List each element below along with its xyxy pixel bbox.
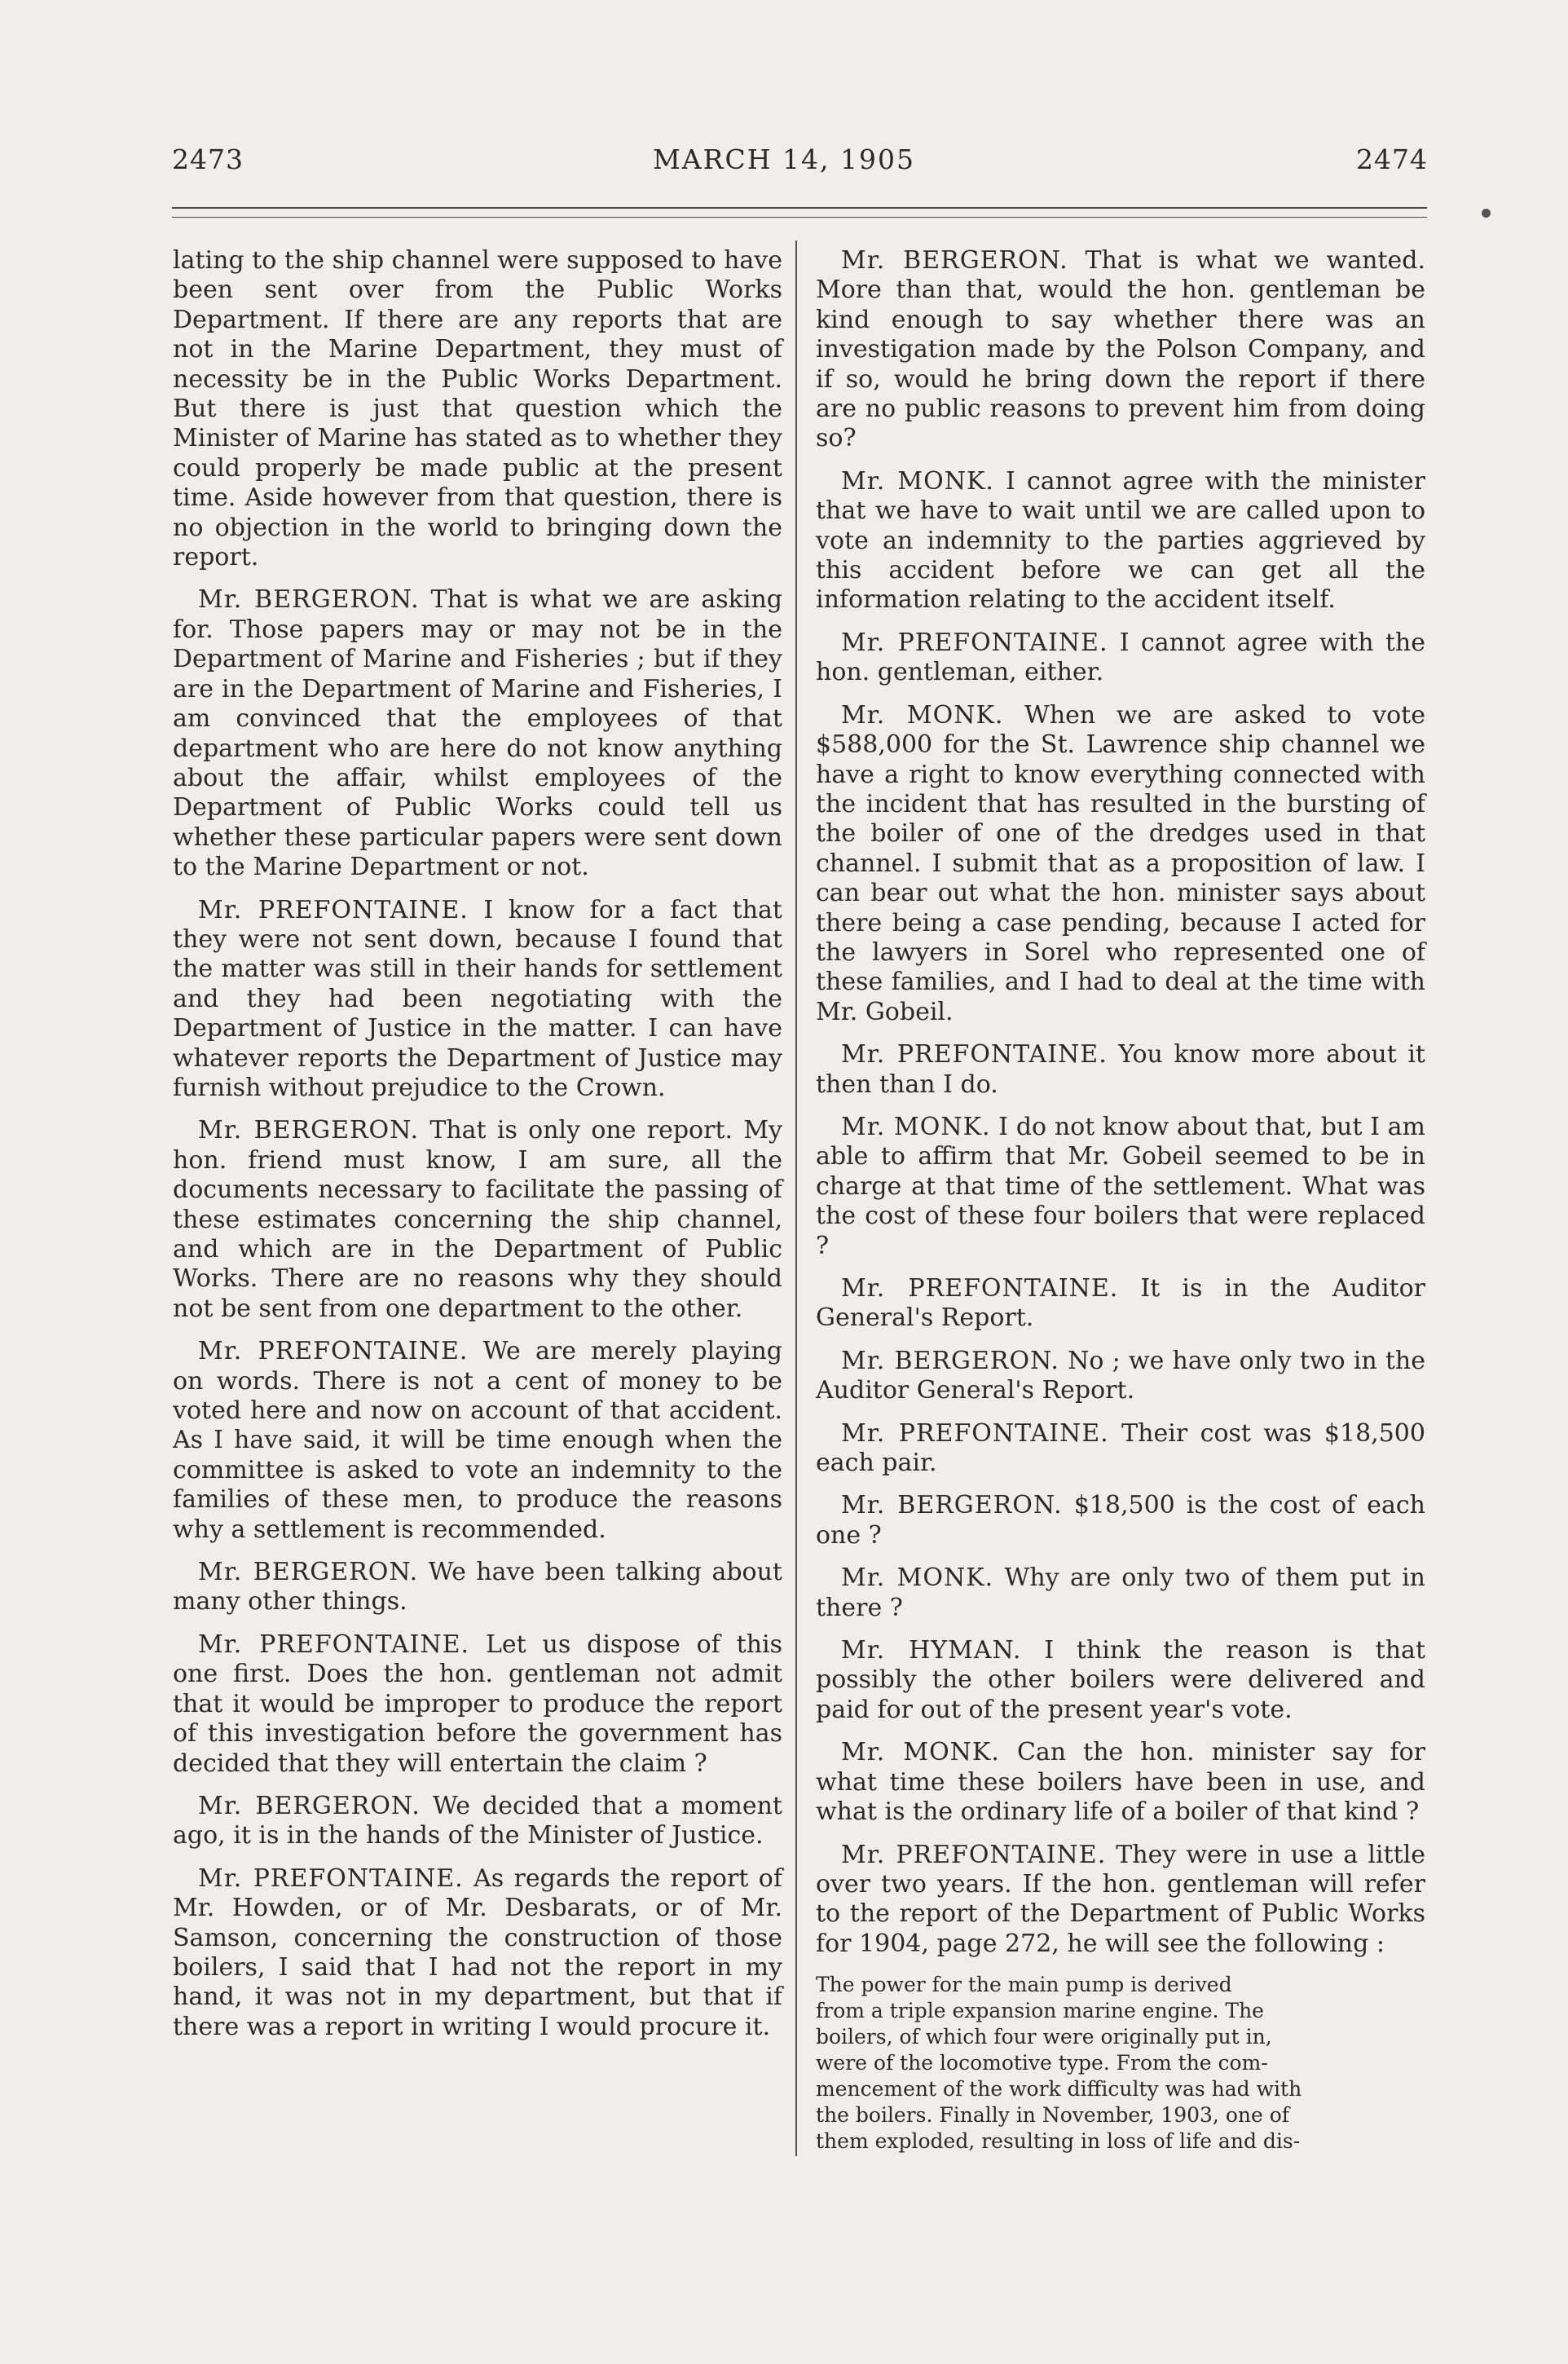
column-divider	[795, 240, 797, 2156]
speech	[816, 467, 1425, 615]
speech-text: That is what we wanted. More than that, would the hon. gentleman be kind enough to say whether there was an investigation made by the Polson Company, and if so, would he bring down the report if there are no public reasons to prevent him from doing so?	[816, 246, 1425, 453]
speaker-name: Mr. PREFONTAINE.	[198, 1863, 464, 1893]
speech-text: $18,500 is the cost of each one ?	[816, 1491, 1425, 1550]
speech-text: I think the reason is that possibly the other boilers were delivered and paid for out of the present year's vote.	[816, 1636, 1425, 1724]
speech	[173, 1864, 782, 2042]
speech	[173, 896, 782, 1104]
speech-text: They were in use a little over two years. If the hon. gentleman will refer to the report of the Department of Public Works for 1904, page 272, he will see the following :	[816, 1840, 1425, 1958]
speech	[816, 1491, 1425, 1550]
speaker-name: Mr. PREFONTAINE.	[198, 895, 469, 924]
paragraph-text: lating to the ship channel were supposed to have been sent over from the Public Works Department. If there are any reports that are not in the Marine Department, they must of necessity be in the Public Works Department. But there is just that question which the Minister of Marine has stated as to whether they could properly be made public at the present time. Aside however from that question, there is no objection in the world to bringing down the report.	[173, 246, 782, 572]
speech-text: You know more about it then than I do.	[816, 1040, 1425, 1099]
quote-line: from a triple expansion marine engine. The	[816, 1999, 1264, 2023]
speech	[173, 1630, 782, 1779]
speech	[816, 1564, 1425, 1623]
speaker-name: Mr. BERGERON.	[198, 1791, 421, 1820]
speech	[816, 246, 1425, 454]
quote-line: were of the locomotive type. From the com-	[816, 2051, 1268, 2075]
speech-text: When we are asked to vote $588,000 for the St. Lawrence ship channel we have a right to know everything connected with the incident that has resulted in the bursting of the boiler of one of the dredges used in that channel. I submit that as a proposition of law. I can bear out what the hon. minister says about there being a case pending, because I acted for the lawyers in Sorel who represented one of these families, and I had to deal at the time with Mr. Gobeil.	[816, 700, 1425, 1026]
speaker-name: Mr. PREFONTAINE.	[841, 1040, 1108, 1070]
speech-text: That is what we are asking for. Those papers may or may not be in the Department of Marine and Fisheries ; but if they are in the Department of Marine and Fisheries, I am convinced that the employees of that department who are here do not know anything about the affair, whilst employees of the Department of Public Works could tell us whether these particular papers were sent down to the Marine Department or not.	[173, 585, 782, 882]
quote-line: The power for the main pump is derived	[816, 1973, 1232, 1997]
quote-line: boilers, of which four were originally put in,	[816, 2025, 1272, 2049]
right-column	[816, 246, 1425, 2168]
ink-dot	[1482, 209, 1491, 218]
speech	[816, 1274, 1425, 1334]
speaker-name: Mr. MONK.	[841, 700, 1004, 730]
speech-text: We are merely playing on words. There is not a cent of money to be voted here and now on account of that accident. As I have said, it will be time enough when the committee is asked to vote an indemnity to the families of these men, to produce the reasons why a settlement is recommended.	[173, 1337, 782, 1544]
speaker-name: Mr. BERGERON.	[841, 1491, 1063, 1520]
speaker-name: Mr. BERGERON.	[841, 1346, 1059, 1375]
speech-text: Let us dispose of this one first. Does the hon. gentleman not admit that it would be improper to produce the report of this investigation before the government has decided that they will entertain the claim ?	[173, 1630, 782, 1778]
speech-text: As regards the report of Mr. Howden, or of Mr. Desbarats, or of Mr. Samson, concerning the construction of those boilers, I said that I had not the report in my hand, it was not in my department, but that if there was a report in writing I would procure it.	[173, 1863, 782, 2041]
speaker-name: Mr. MONK.	[841, 1112, 991, 1141]
speaker-name: Mr. PREFONTAINE.	[841, 1840, 1107, 1869]
speech	[816, 1040, 1425, 1100]
speaker-name: Mr. PREFONTAINE.	[198, 1630, 470, 1659]
speech-text: We have been talking about many other things.	[173, 1558, 782, 1616]
speech	[816, 1738, 1425, 1827]
speech	[816, 701, 1425, 1027]
speech-text: Their cost was $18,500 each pair.	[816, 1418, 1425, 1478]
speaker-name: Mr. MONK.	[841, 1564, 994, 1593]
speech	[173, 1337, 782, 1545]
speech-text: No ; we have only two in the Auditor General's Report.	[816, 1346, 1425, 1405]
speech	[173, 1792, 782, 1851]
speech	[816, 1419, 1425, 1479]
quoted-report	[816, 1972, 1425, 2155]
speech-text: That is only one report. My hon. friend must know, I am sure, all the documents necessary to facilitate the passing of these estimates concerning the ship channel, and which are in the Department of Public Works. There are no reasons why they should not be sent from one department to the other.	[173, 1116, 782, 1323]
speech-text: We decided that a moment ago, it is in the hands of the Minister of Justice.	[173, 1791, 782, 1850]
page-number-left: 2473	[172, 143, 244, 175]
speaker-name: Mr. MONK.	[841, 1738, 1000, 1767]
speaker-name: Mr. PREFONTAINE.	[841, 628, 1108, 657]
speech	[816, 1636, 1425, 1725]
speech	[816, 1347, 1425, 1406]
speech-text: It is in the Auditor General's Report.	[816, 1274, 1425, 1333]
page-date: MARCH 14, 1905	[653, 143, 915, 175]
speaker-name: Mr. BERGERON.	[198, 1558, 419, 1587]
left-column	[173, 246, 782, 2055]
paragraph	[173, 246, 782, 572]
speech-text: I cannot agree with the hon. gentleman, either.	[816, 628, 1425, 687]
speaker-name: Mr. HYMAN.	[841, 1636, 1022, 1665]
quote-line: the boilers. Finally in November, 1903, one of	[816, 2103, 1290, 2128]
header-rule-thin	[172, 217, 1427, 218]
speech	[816, 1841, 1425, 1960]
speech	[173, 1116, 782, 1324]
speech-text: I know for a fact that they were not sent down, because I found that the matter was still in their hands for settlement and they had been negotiating with the Department of Justice in the matter. I can have whatever reports the Department of Justice may furnish without prejudice to the Crown.	[173, 895, 782, 1102]
speech	[173, 585, 782, 882]
speaker-name: Mr. BERGERON.	[198, 585, 420, 615]
speaker-name: Mr. BERGERON.	[841, 246, 1068, 275]
quote-line: them exploded, resulting in loss of life and dis-	[816, 2129, 1301, 2154]
speaker-name: Mr. MONK.	[841, 466, 994, 496]
header-rule	[172, 207, 1427, 209]
speaker-name: Mr. PREFONTAINE.	[841, 1418, 1109, 1448]
speech-text: Can the hon. minister say for what time these boilers have been in use, and what is the ordinary life of a boiler of that kind ?	[816, 1738, 1425, 1827]
speaker-name: Mr. BERGERON.	[198, 1116, 420, 1145]
speaker-name: Mr. PREFONTAINE.	[841, 1274, 1119, 1303]
speech	[816, 628, 1425, 688]
page-number-right: 2474	[1356, 143, 1428, 175]
quote-line: mencement of the work difficulty was had with	[816, 2077, 1302, 2102]
speech-text: I do not know about that, but I am able to affirm that Mr. Gobeil seemed to be in charge at that time of the settlement. What was the cost of these four boilers that were replaced ?	[816, 1112, 1426, 1260]
speech-text: Why are only two of them put in there ?	[816, 1564, 1425, 1622]
speech	[173, 1558, 782, 1617]
speaker-name: Mr. PREFONTAINE.	[198, 1337, 469, 1366]
speech-text: I cannot agree with the minister that we have to wait until we are called upon to vote an indemnity to the parties aggrieved by this accident before we can get all the information relating to the accident itself.	[816, 466, 1425, 615]
speech	[816, 1113, 1425, 1261]
